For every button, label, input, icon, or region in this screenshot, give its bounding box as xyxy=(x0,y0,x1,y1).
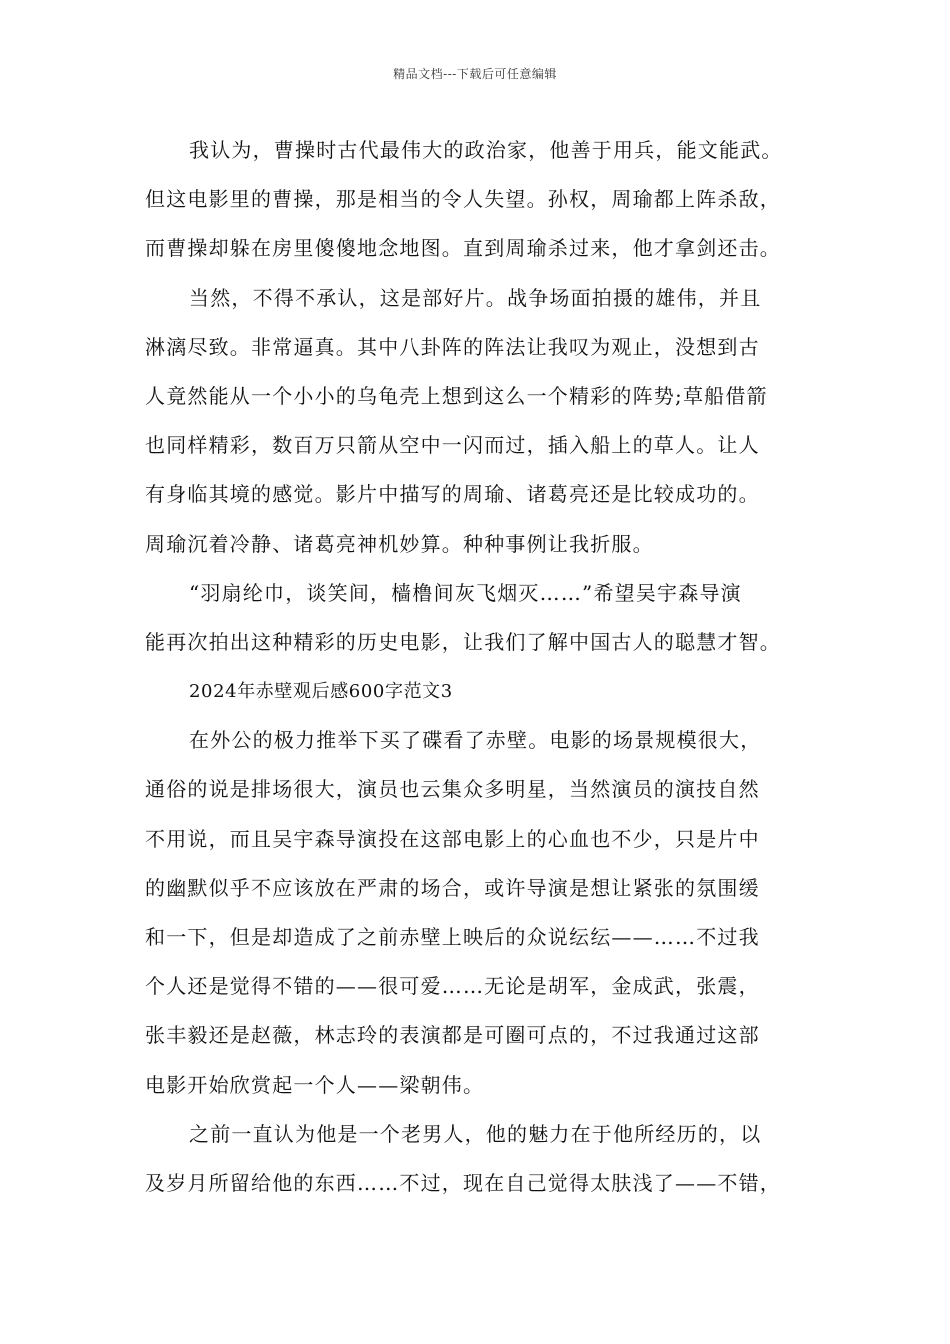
page-header: 精品文档---下载后可任意编辑 xyxy=(393,67,557,81)
paragraph-line: 能再次拍出这种精彩的历史电影，让我们了解中国古人的聪慧才智。 xyxy=(145,629,781,654)
paragraph-line: 之前一直认为他是一个老男人，他的魅力在于他所经历的，以 xyxy=(189,1121,762,1146)
paragraph-line: 通俗的说是排场很大，演员也云集众多明星，当然演员的演技自然 xyxy=(145,777,760,802)
paragraph-line: 而曹操却躲在房里傻傻地念地图。直到周瑜杀过来，他才拿剑还击。 xyxy=(145,236,781,261)
paragraph-line: 也同样精彩，数百万只箭从空中一闪而过，插入船上的草人。让人 xyxy=(145,433,760,458)
paragraph-line: 和一下，但是却造成了之前赤壁上映后的众说纭纭——……不过我 xyxy=(145,925,760,949)
paragraph-line: 张丰毅还是赵薇，林志玲的表演都是可圈可点的，不过我通过这部 xyxy=(145,1023,760,1048)
paragraph-line: 但这电影里的曹操，那是相当的令人失望。孙权，周瑜都上阵杀敌， xyxy=(145,187,781,212)
paragraph-line: 我认为，曹操时古代最伟大的政治家，他善于用兵，能文能武。 xyxy=(189,138,783,162)
paragraph-line: 在外公的极力推举下买了碟看了赤壁。电影的场景规模很大， xyxy=(189,728,762,753)
paragraph-line: 当然，不得不承认，这是部好片。战争场面拍摄的雄伟，并且 xyxy=(189,285,762,310)
paragraph-line: 淋漓尽致。非常逼真。其中八卦阵的阵法让我叹为观止，没想到古 xyxy=(145,334,760,359)
document-body xyxy=(145,126,835,1208)
paragraph-line: 人竟然能从一个小小的乌龟壳上想到这么一个精彩的阵势;草船借箭 xyxy=(145,383,768,408)
paragraph-line: 周瑜沉着冷静、诸葛亮神机妙算。种种事例让我折服。 xyxy=(145,531,654,556)
paragraph-line: 及岁月所留给他的东西……不过，现在自己觉得太肤浅了——不错， xyxy=(145,1170,781,1195)
paragraph-line: 电影开始欣赏起一个人——梁朝伟。 xyxy=(145,1072,485,1097)
paragraph-line: 个人还是觉得不错的——很可爱……无论是胡军，金成武，张震， xyxy=(145,974,760,999)
paragraph-line: 不用说，而且吴宇森导演投在这部电影上的心血也不少，只是片中 xyxy=(145,826,760,851)
section-heading: 2024年赤壁观后感600字范文3 xyxy=(189,681,453,703)
paragraph-line: “羽扇纶巾，谈笑间，樯橹间灰飞烟灭……”希望吴宇森导演 xyxy=(189,580,742,605)
paragraph-line: 的幽默似乎不应该放在严肃的场合，或许导演是想让紧张的氛围缓 xyxy=(145,875,760,900)
paragraph-line: 有身临其境的感觉。影片中描写的周瑜、诸葛亮还是比较成功的。 xyxy=(145,482,760,507)
